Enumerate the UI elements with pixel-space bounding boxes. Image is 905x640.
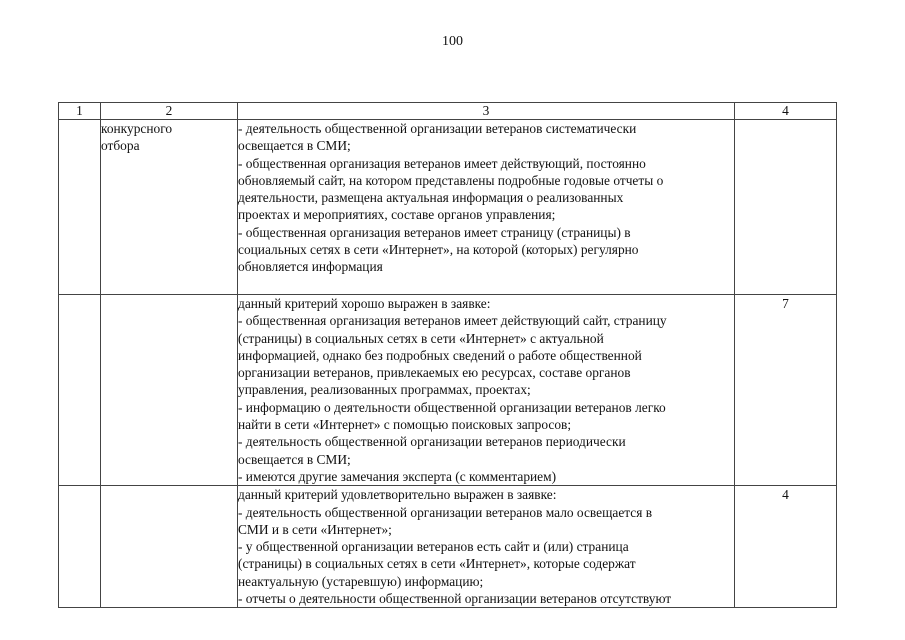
- criterion-name-cell: [101, 486, 238, 608]
- score-cell: 7: [735, 295, 837, 486]
- description-line: - общественная организация ветеранов имеет действующий, постоянно: [238, 155, 646, 171]
- description-line: найти в сети «Интернет» с помощью поисковых запросов;: [238, 417, 572, 433]
- criterion-description-cell: [238, 295, 735, 486]
- description-line: (страницы) в социальных сетях в сети «Интернет» с актуальной: [238, 330, 604, 346]
- header-col-1: 1: [59, 103, 101, 120]
- criterion-name-line: отбора: [101, 138, 140, 154]
- description-line: - деятельность общественной организации ветеранов мало освещается в: [238, 504, 653, 520]
- criterion-name-line: конкурсного: [101, 121, 173, 136]
- description-line: данный критерий хорошо выражен в заявке:: [238, 296, 491, 311]
- page-number: 100: [442, 34, 463, 49]
- description-line: (страницы) в социальных сетях в сети «Интернет», которые содержат: [238, 556, 636, 572]
- description-line: обновляемый сайт, на котором представлены подробные годовые отчеты о: [238, 172, 664, 188]
- header-col-4: 4: [735, 103, 837, 120]
- table-row: [59, 486, 837, 608]
- description-line: - отчеты о деятельности общественной организации ветеранов отсутствуют: [238, 591, 672, 607]
- description-line: - информацию о деятельности общественной организации ветеранов легко: [238, 399, 666, 415]
- header-col-3: 3: [238, 103, 735, 120]
- description-line: - у общественной организации ветеранов есть сайт и (или) страница: [238, 539, 629, 555]
- description-line: обновляется информация: [238, 259, 383, 275]
- row-cell-number: [59, 120, 101, 295]
- description-line: информацией, однако без подробных сведений о работе общественной: [238, 347, 642, 363]
- description-line: - общественная организация ветеранов имеет страницу (страницы) в: [238, 224, 631, 240]
- criterion-name-cell: [101, 120, 238, 295]
- criterion-description-cell: [238, 486, 735, 608]
- header-row: [59, 103, 837, 120]
- table-row: [59, 120, 837, 295]
- description-line: неактуальную (устаревшую) информацию;: [238, 573, 484, 589]
- description-line: - имеются другие замечания эксперта (с комментарием): [238, 468, 557, 484]
- description-line: проектах и мероприятиях, составе органов управления;: [238, 207, 556, 223]
- table-row: [59, 295, 837, 486]
- description-line: данный критерий удовлетворительно выражен в заявке:: [238, 487, 557, 503]
- description-line: освещается в СМИ;: [238, 138, 351, 154]
- description-line: СМИ и в сети «Интернет»;: [238, 521, 392, 537]
- score-cell: 4: [735, 486, 837, 608]
- description-line: деятельности, размещена актуальная информация о реализованных: [238, 190, 624, 206]
- description-line: организации ветеранов, привлекаемых ею ресурсах, составе органов: [238, 365, 631, 381]
- row-cell-number: [59, 295, 101, 486]
- criterion-name-cell: [101, 295, 238, 486]
- criterion-description-cell: [238, 120, 735, 295]
- description-line: освещается в СМИ;: [238, 451, 351, 467]
- score-cell: [735, 120, 837, 295]
- description-line: - деятельность общественной организации ветеранов систематически: [238, 121, 637, 136]
- row-cell-number: [59, 486, 101, 608]
- description-line: социальных сетях в сети «Интернет», на которой (которых) регулярно: [238, 242, 639, 258]
- description-line: - общественная организация ветеранов имеет действующий сайт, страницу: [238, 313, 667, 329]
- description-line: - деятельность общественной организации ветеранов периодически: [238, 434, 626, 450]
- criteria-table: [58, 102, 837, 608]
- description-line: управления, реализованных программах, проектах;: [238, 382, 531, 398]
- header-col-2: 2: [101, 103, 238, 120]
